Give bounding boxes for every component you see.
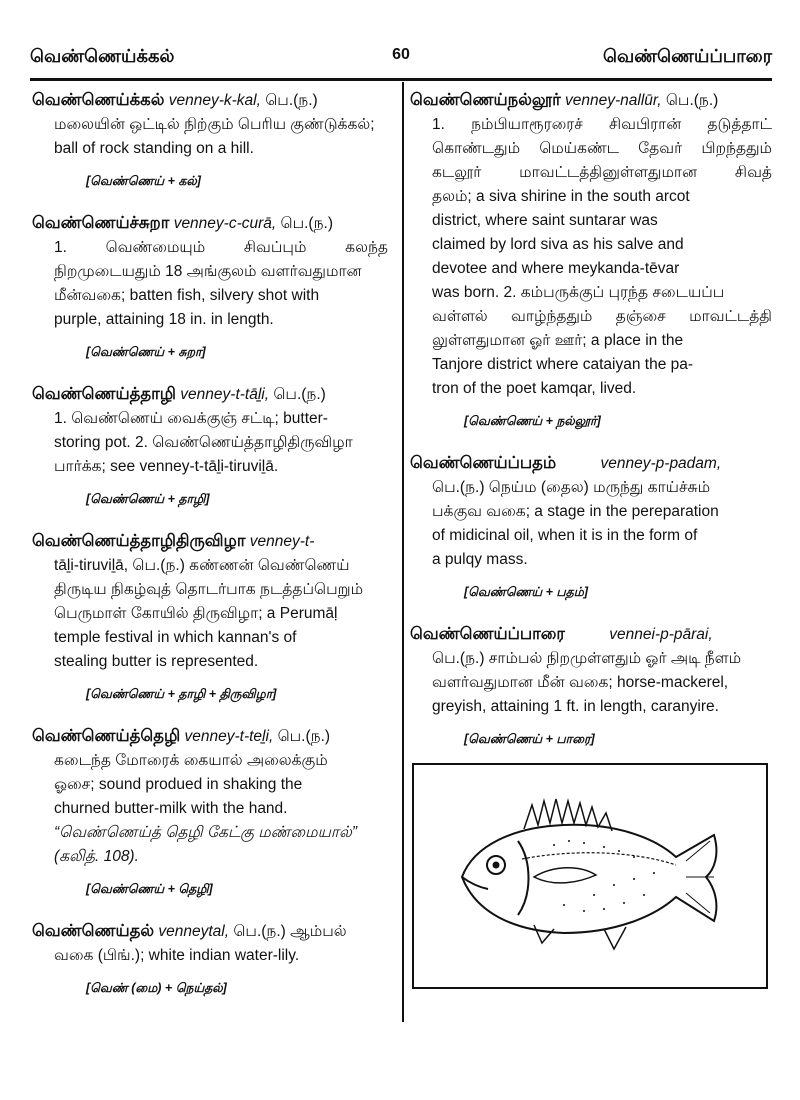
etymology: [வெண்ணெய் + பாரை] bbox=[464, 732, 595, 746]
pronunciation: vennei-p-pārai, bbox=[609, 626, 713, 643]
fish-illustration-icon bbox=[414, 765, 766, 987]
pronunciation: venney-k-kal, bbox=[168, 92, 261, 109]
dictionary-entry bbox=[410, 88, 772, 431]
right-column bbox=[410, 88, 772, 989]
etymology: [வெண்ணெய் + தாழி] bbox=[86, 492, 210, 506]
definition-line: லுள்ளதுமான ஓர் ஊர்; a place in the bbox=[432, 332, 684, 349]
etymology: [வெண்ணெய் + சுறா] bbox=[86, 345, 206, 359]
pronunciation: venney-t- bbox=[249, 533, 315, 550]
definition-line: பக்குவ வகை; a stage in the pereparation bbox=[432, 503, 719, 520]
grammar-tag: பெ.(ந.) ஆம்பல் bbox=[233, 923, 347, 940]
etymology: [வெண்ணெய் + கல்] bbox=[86, 174, 201, 188]
definition-line: Tanjore district where cataiyan the pa- bbox=[432, 356, 694, 373]
grammar-tag: பெ.(ந.) bbox=[277, 728, 331, 745]
definition-line: வள்ளல் வாழ்ந்ததும் தஞ்சை மாவட்டத்தி bbox=[432, 308, 772, 325]
definition-line: greyish, attaining 1 ft. in length, caranyire. bbox=[432, 698, 719, 715]
etymology: [வெண்ணெய் + பதம்] bbox=[464, 585, 589, 599]
dictionary-entry bbox=[32, 919, 388, 998]
dictionary-entry bbox=[410, 451, 772, 602]
column-divider bbox=[402, 82, 404, 1022]
citation-line: (கலித். 108). bbox=[54, 848, 139, 865]
definition-line: பெருமாள் கோயில் திருவிழா; a Perumāḷ bbox=[54, 605, 338, 622]
definition-line: tron of the poet kamqar, lived. bbox=[432, 380, 637, 397]
definition-line: 1. வெண்ணெய் வைக்குஞ் சட்டி; butter- bbox=[54, 410, 328, 427]
definition-line: கொண்டதும் மெய்கண்ட தேவர் பிறந்ததும் bbox=[432, 140, 772, 157]
dictionary-entry bbox=[32, 211, 388, 362]
dictionary-entry bbox=[410, 622, 772, 749]
etymology: [வெண்ணெய் + நல்லூர்] bbox=[464, 414, 601, 428]
dictionary-entry bbox=[32, 88, 388, 191]
definition-line: of midicinal oil, when it is in the form of bbox=[432, 527, 698, 544]
definition-line: purple, attaining 18 in. in length. bbox=[54, 311, 274, 328]
etymology: [வெண்ணெய் + தெழி] bbox=[86, 882, 213, 896]
running-head-left: வெண்ணெய்க்கல் bbox=[30, 46, 175, 66]
definition-line: churned butter-milk with the hand. bbox=[54, 800, 288, 817]
etymology: [வெண் (மை) + நெய்தல்] bbox=[86, 981, 227, 995]
quotation-line: “வெண்ணெய்த் தெழி கேட்கு மண்மையால்” bbox=[54, 824, 357, 841]
left-column bbox=[32, 88, 388, 1018]
page-header bbox=[30, 40, 772, 76]
pronunciation: venney-p-padam, bbox=[600, 455, 722, 472]
definition-line: district, where saint suntarar was bbox=[432, 212, 658, 229]
headword: வெண்ணெய்ப்பதம் bbox=[410, 454, 557, 472]
definition-line: 1. நம்பியாரூரரைச் சிவபிரான் தடுத்தாட் bbox=[432, 116, 772, 133]
dictionary-entry bbox=[32, 529, 388, 704]
grammar-tag: பெ.(ந.) bbox=[273, 386, 326, 403]
headword: வெண்ணெய்நல்லூர் bbox=[410, 91, 561, 109]
definition-line: stealing butter is represented. bbox=[54, 653, 259, 670]
definition-line: 1. வெண்மையும் சிவப்பும் கலந்த bbox=[54, 239, 388, 256]
pronunciation: venney-t-tāḻi, bbox=[180, 386, 270, 403]
definition-line: ஓசை; sound produed in shaking the bbox=[54, 776, 303, 793]
definition-line: கடைந்த மோரைக் கையால் அலைக்கும் bbox=[54, 752, 328, 769]
definition-line: வளர்வதுமான மீன் வகை; horse-mackerel, bbox=[432, 674, 729, 691]
definition-line: தலம்; a siva shirine in the south arcot bbox=[432, 188, 690, 205]
pronunciation: venneytal, bbox=[158, 923, 230, 940]
dictionary-entry bbox=[32, 382, 388, 509]
headword: வெண்ணெய்த்தாழி bbox=[32, 385, 176, 403]
grammar-tag: பெ.(ந.) bbox=[265, 92, 318, 109]
definition-line: கடலூர் மாவட்டத்தினுள்ளதுமான சிவத் bbox=[432, 164, 772, 181]
dictionary-entry bbox=[32, 724, 388, 899]
definition-line: claimed by lord siva as his salve and bbox=[432, 236, 684, 253]
running-head-right: வெண்ணெய்ப்பாரை bbox=[602, 46, 772, 66]
definition-line: a pulqy mass. bbox=[432, 551, 528, 568]
grammar-tag: பெ.(ந.) bbox=[280, 215, 333, 232]
headword: வெண்ணெய்ச்சுறா bbox=[32, 214, 170, 232]
definition-line: திருடிய நிகழ்வுத் தொடர்பாக நடத்தப்பெறும் bbox=[54, 581, 364, 598]
definition-line: வகை (பிங்.); white indian water-lily. bbox=[54, 947, 300, 964]
definition-line: பெ.(ந.) சாம்பல் நிறமுள்ளதும் ஓர் அடி நீளம் bbox=[432, 650, 742, 667]
definition-line: temple festival in which kannan's of bbox=[54, 629, 297, 646]
fish-illustration-frame bbox=[412, 763, 768, 989]
definition-line: மீன்வகை; batten fish, silvery shot with bbox=[54, 287, 320, 304]
definition-line: பார்க்க; see venney-t-tāḻi-tiruviḻā. bbox=[54, 458, 279, 475]
definition-line: பெ.(ந.) நெய்ம (தைல) மருந்து காய்ச்சும் bbox=[432, 479, 711, 496]
definition-line: devotee and where meykanda-tēvar bbox=[432, 260, 680, 277]
headword: வெண்ணெய்த்தெழி bbox=[32, 727, 181, 745]
grammar-tag: பெ.(ந.) bbox=[665, 92, 719, 109]
definition-line: ball of rock standing on a hill. bbox=[54, 140, 254, 157]
definition-line: tāḻi-tiruviḻā, பெ.(ந.) கண்ணன் வெண்ணெய் bbox=[54, 557, 350, 574]
definition-line: storing pot. 2. வெண்ணெய்த்தாழிதிருவிழா bbox=[54, 434, 353, 451]
header-rule bbox=[30, 78, 772, 81]
headword: வெண்ணெய்தல் bbox=[32, 922, 155, 940]
definition-line: மலையின் ஒட்டில் நிற்கும் பெரிய குண்டுக்கல்; bbox=[54, 116, 375, 133]
pronunciation: venney-c-curā, bbox=[173, 215, 277, 232]
definition-line: was born. 2. கம்பருக்குப் புரந்த சடையப்ப bbox=[432, 284, 725, 301]
definition-line: நிறமுடையதும் 18 அங்குலம் வளர்வதுமான bbox=[54, 263, 362, 280]
pronunciation: venney-nallūr, bbox=[565, 92, 662, 109]
etymology: [வெண்ணெய் + தாழி + திருவிழா] bbox=[86, 687, 277, 701]
headword: வெண்ணெய்க்கல் bbox=[32, 91, 165, 109]
pronunciation: venney-t-teḻi, bbox=[184, 728, 274, 745]
page-number: 60 bbox=[392, 46, 410, 63]
headword: வெண்ணெய்த்தாழிதிருவிழா bbox=[32, 532, 246, 550]
headword: வெண்ணெய்ப்பாரை bbox=[410, 625, 565, 643]
